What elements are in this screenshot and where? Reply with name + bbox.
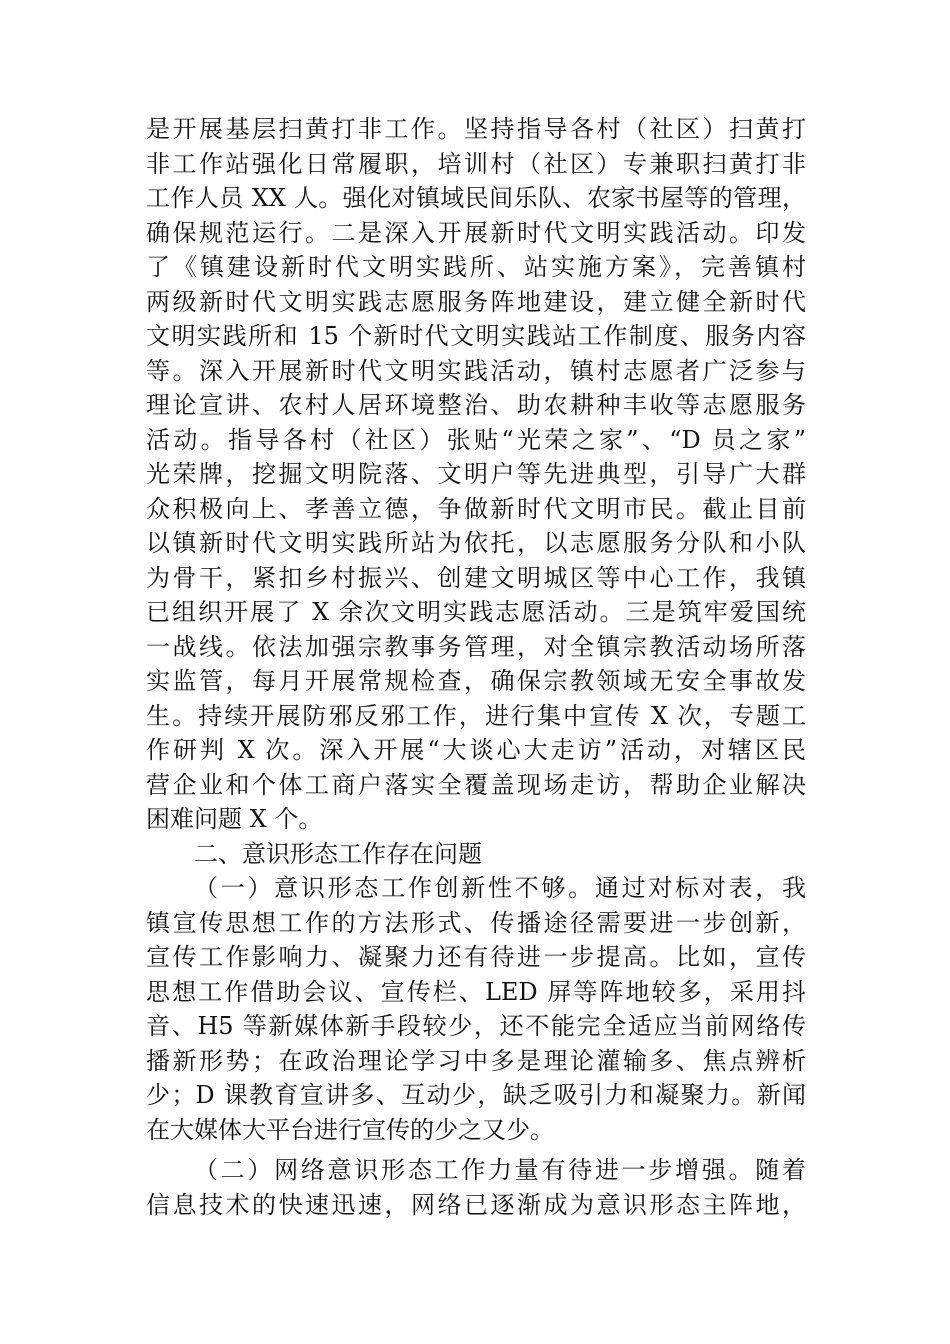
text-line: 营企业和个体工商户落实全覆盖现场走访，帮助企业解决 (146, 770, 806, 799)
text-line: 音、H5 等新媒体新手段较少，还不能完全适应当前网络传 (146, 1012, 806, 1040)
text-line: 作研判 X 次。深入开展“大谈心大走访”活动，对辖区民 (146, 736, 806, 764)
text-line: 光荣牌，挖掘文明院落、文明户等先进典型，引导广大群 (146, 460, 806, 488)
text-line: 两级新时代文明实践志愿服务阵地建设，建立健全新时代 (146, 287, 806, 316)
text-line: 工作人员 XX 人。强化对镇域民间乐队、农家书屋等的管理， (146, 184, 806, 212)
text-line: 等。深入开展新时代文明实践活动，镇村志愿者广泛参与 (146, 356, 806, 385)
text-line: 活动。指导各村（社区）张贴“光荣之家”、“D 员之家” (146, 425, 806, 454)
text-line: 困难问题 X 个。 (146, 805, 323, 833)
text-line: 确保规范运行。二是深入开展新时代文明实践活动。印发 (146, 218, 806, 247)
text-line: （二）网络意识形态工作力量有待进一步增强。随着 (194, 1156, 806, 1184)
text-line: （一）意识形态工作创新性不够。通过对标对表，我 (194, 874, 806, 902)
text-line: 播新形势；在政治理论学习中多是理论灌输多、焦点辨析 (146, 1046, 806, 1075)
text-line: 理论宣讲、农村人居环境整治、助农耕种丰收等志愿服务 (146, 391, 806, 419)
text-line: 是开展基层扫黄打非工作。坚持指导各村（社区）扫黄打 (146, 115, 806, 143)
text-line: 已组织开展了 X 余次文明实践志愿活动。三是筑牢爱国统 (146, 598, 806, 626)
text-line: 文明实践所和 15 个新时代文明实践站工作制度、服务内容 (146, 322, 806, 350)
paragraph-sub-2 (146, 1153, 806, 1222)
text-line: 宣传工作影响力、凝聚力还有待进一步提高。比如，宣传 (146, 943, 806, 971)
text-line: 思想工作借助会议、宣传栏、LED 屏等阵地较多，采用抖 (146, 977, 806, 1006)
text-line: 非工作站强化日常履职，培训村（社区）专兼职扫黄打非 (146, 149, 806, 178)
text-line: 一战线。依法加强宗教事务管理，对全镇宗教活动场所落 (146, 632, 806, 661)
text-line: 实监管，每月开展常规检查，确保宗教领域无安全事故发 (146, 667, 806, 695)
text-line: 众积极向上、孝善立德，争做新时代文明市民。截止目前 (146, 494, 806, 523)
paragraph-1 (146, 112, 806, 837)
text-line: 在大媒体大平台进行宣传的少之又少。 (146, 1115, 554, 1144)
text-line: 镇宣传思想工作的方法形式、传播途径需要进一步创新， (146, 908, 806, 937)
text-line: 生。持续开展防邪反邪工作，进行集中宣传 X 次，专题工 (146, 701, 806, 730)
text-line: 少；D 课教育宣讲多、互动少，缺乏吸引力和凝聚力。新闻 (146, 1081, 806, 1109)
text-line: 为骨干，紧扣乡村振兴、创建文明城区等中心工作，我镇 (146, 563, 806, 592)
section-heading: 二、意识形态工作存在问题 (194, 839, 482, 868)
text-line: 以镇新时代文明实践所站为依托，以志愿服务分队和小队 (146, 529, 806, 557)
paragraph-sub-1 (146, 871, 806, 1147)
text-line: 信息技术的快速迅速，网络已逐渐成为意识形态主阵地， (146, 1190, 806, 1219)
document-body (146, 112, 806, 1222)
text-line: 了《镇建设新时代文明实践所、站实施方案》，完善镇村 (146, 253, 806, 281)
